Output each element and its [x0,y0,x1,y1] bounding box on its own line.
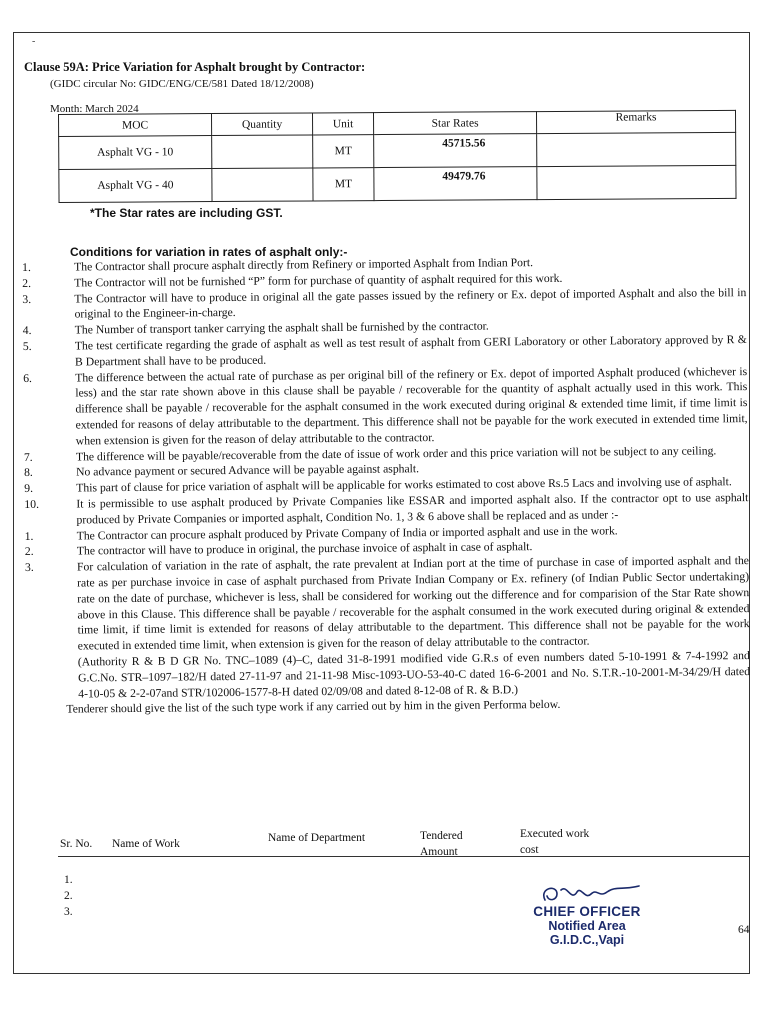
item-number: 8. [24,466,33,480]
cell-remarks [537,165,736,199]
header-quantity: Quantity [212,113,313,136]
circular-reference: (GIDC circular No: GIDC/ENG/CE/581 Dated 18/12/2008) [50,78,314,90]
conditions-list [22,251,750,718]
signature-scribble [527,880,647,904]
conditions-heading: Conditions for variation in rates of asphalt only:- [70,245,348,259]
item-text: The difference between the actual rate of purchase as per original bill of the refinery or Ex. depot of imported Asphalt produced (whichever is less) and the star rate shown above in this clause shall be payable / recoverable for the quantity of asphalt actually used in this work. This difference shall be payable / recoverable for the asphalt consumed in the work executed during original & extended time limit, if time limit is extended for reasons of delay attributable to the department. This difference shall not be payable for the work executed in extended time limit, when extension is given for the reason of delay attributable to the contractor. [75,364,748,448]
list-item [23,364,748,450]
col-name-of-department: Name of Department [268,832,366,844]
item-text: This part of clause for price variation of asphalt will be applicable for works estimated to cost above Rs.5 Lacs and involving use of asphalt. [76,475,732,495]
col-amount: Amount [420,846,458,858]
authority-note [26,648,750,702]
performa-divider [58,856,750,857]
list-item [25,553,750,655]
table-row [59,132,736,169]
cell-quantity [212,168,313,202]
page-number: 64 [738,924,750,936]
item-number: 1. [24,529,34,543]
signatory-title: CHIEF OFFICER [533,904,641,919]
item-number: 2. [22,276,32,290]
performa-rows [64,872,73,920]
item-text: The test certificate regarding the grade of asphalt as well as test result of asphalt from GERI Laboratory or other Laboratory approved by R & B Department shall have to be produced. [74,333,747,369]
cell-star-rate: 49479.76 [374,167,537,201]
performa-row: 3. [64,906,73,918]
item-number: 6. [23,371,32,385]
scan-mark: - [32,36,36,47]
header-unit: Unit [312,113,373,135]
tenderer-note: Tenderer should give the list of the such type work if any carried out by him in the given Performa below. [66,698,561,716]
table-row [59,165,736,202]
item-number: 5. [22,339,32,353]
cell-star-rate: 45715.56 [374,134,537,168]
item-text: No advance payment or secured Advance will be payable against asphalt. [75,462,420,479]
col-name-of-work: Name of Work [112,838,180,850]
month-label: Month: March 2024 [50,103,139,115]
item-number: 3. [24,561,34,575]
item-number: 9. [24,482,34,496]
gst-note: *The Star rates are including GST. [90,206,283,220]
cell-moc: Asphalt VG - 10 [59,136,212,170]
cell-unit: MT [313,135,374,168]
item-text: The difference will be payable/recoverable from the date of issue of work order and this price variation will not be subject to any ceiling. [75,443,717,464]
cell-moc: Asphalt VG - 40 [59,169,212,203]
item-number: 2. [24,545,34,559]
performa-row: 2. [64,890,73,902]
item-text: The Number of transport tanker carrying the asphalt shall be furnished by the contractor. [74,319,489,337]
header-remarks: Remarks [536,110,735,133]
item-text: The contractor will have to produce in original, the purchase invoice of asphalt in case of asphalt. [76,540,533,558]
asphalt-rates-table [58,110,737,203]
signatory-office: G.I.D.C.,Vapi [549,933,625,947]
item-text: The Contractor will have to produce in original all the gate passes issued by the refinery or Ex. depot of imported Asphalt and also the bill in original to the Engineer-in-charge. [74,285,747,321]
item-text: For calculation of variation in the rate of asphalt, the rate prevalent at Indian port at the time of purchase in case of imported asphalt and the rate as per purchase invoice in case of asphalt purchased from Private Indian Company or Ex. refinery (of Indian Public Sector undertaking) rate on the date of purchase, whichever is less, shall be considered for working out the difference and for comparision of the Star Rate shown above in this Clause. This difference shall be payable / recoverable for the asphalt consumed in the work executed during original & extended time limit, if time limit is extended for reasons of delay attributable to the department. This difference shall not be payable for the work executed in extended time limit, when extension is given for the reason of delay attributable to the contractor. [76,554,750,653]
performa-row: 1. [64,874,73,886]
signature-block [512,880,662,947]
clause-title: Clause 59A: Price Variation for Asphalt brought by Contractor: [24,60,366,74]
item-number: 1. [22,260,31,274]
authority-text: (Authority R & B D GR No. TNC–1089 (4)–C, dated 31-8-1991 modified vide G.R.s of even numbers dated 5-10-1991 & 7-4-1992 and G.C.No. STR–1097–182/H dated 27-11-97 and 21-11-98 Misc-1093-UO-53-40-C dated 16-6-2001 and No. S.T.R.-10-2001-M-34/29/H dated 4-10-05 & 2-2-07and STR/102006-1577-8-H dated 02/09/08 and dated 8-12-08 of R. & B.D.) [77,648,751,700]
header-moc: MOC [59,114,212,137]
col-cost: cost [520,844,539,856]
col-tendered: Tendered [420,830,463,842]
col-executed-work: Executed work [520,828,590,840]
cell-quantity [212,135,313,169]
item-text: The Contractor will not be furnished “P” form for purchase of quantity of asphalt required for this work. [74,271,563,290]
item-number: 7. [23,450,33,464]
signatory-area: Notified Area [548,919,626,933]
item-number: 4. [22,324,32,338]
cell-remarks [537,132,736,166]
item-text: It is permissible to use asphalt produced by Private Companies like ESSAR and imported asphalt also. If the contractor opt to use asphalt produced by Private Companies or imported asphalt, Condition No. 1, 3 & 6 above shall be replaced and as under :- [76,490,749,527]
col-sr-no: Sr. No. [60,838,93,850]
item-number: 10. [24,497,40,511]
item-number: 3. [22,292,32,306]
item-text: The Contractor can procure asphalt produced by Private Company of India or imported asphalt and use in the work. [76,523,618,543]
header-star-rates: Star Rates [373,112,536,135]
cell-unit: MT [313,168,374,201]
item-text: The Contractor shall procure asphalt directly from Refinery or imported Asphalt from Indian Port. [74,256,534,274]
